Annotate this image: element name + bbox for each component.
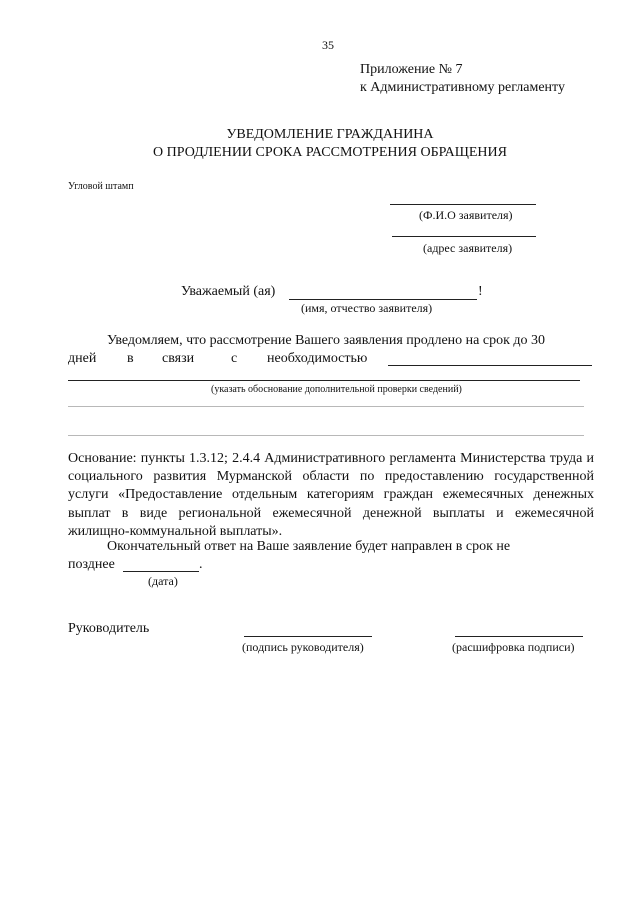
- reason-extra-line-1: [68, 406, 584, 407]
- notice-word-connection: связи: [162, 351, 195, 366]
- appendix-reference: к Административному регламенту: [360, 80, 565, 95]
- final-date-line: [123, 571, 199, 572]
- salutation-prefix: Уважаемый (ая): [181, 284, 276, 299]
- page-number: 35: [322, 38, 334, 52]
- necessity-field-line: [388, 365, 592, 366]
- appendix-number: Приложение № 7: [360, 62, 463, 77]
- notice-word-in: в: [127, 351, 134, 366]
- final-answer-line1: Окончательный ответ на Ваше заявление будет направлен в срок не: [107, 539, 511, 554]
- final-date-caption: (дата): [148, 574, 178, 588]
- reason-caption: (указать обоснование дополнительной проверки сведений): [211, 384, 462, 395]
- signature-decode-line: [455, 636, 583, 637]
- signature-decode-caption: (расшифровка подписи): [452, 640, 575, 654]
- final-answer-prefix: позднее: [68, 557, 115, 572]
- salutation-caption: (имя, отчество заявителя): [301, 301, 433, 315]
- notice-word-days: дней: [68, 351, 97, 366]
- reason-extra-line-2: [68, 435, 584, 436]
- basis-paragraph: Основание: пункты 1.3.12; 2.4.4 Административного регламента Министерства труда и социального развития Мурманской области по предоставлению государственной услуги «Предоставление отдельным категориям граждан ежемесячных денежных выплат в виде региональной ежемесячной денежной выплаты и ежемесячной жилищно-коммунальной выплаты».: [68, 451, 594, 539]
- final-answer-suffix: .: [199, 557, 203, 572]
- notice-word-with: с: [231, 351, 238, 366]
- document-title-line1: УВЕДОМЛЕНИЕ ГРАЖДАНИНА: [226, 127, 434, 142]
- notice-word-necessity: необходимостью: [267, 351, 368, 366]
- applicant-name-line: [390, 204, 536, 205]
- signature-role: Руководитель: [68, 621, 150, 636]
- reason-field-line: [68, 380, 580, 381]
- notice-line1: Уведомляем, что рассмотрение Вашего заявления продлено на срок до 30: [107, 333, 546, 348]
- salutation-name-line: [289, 299, 477, 300]
- document-title-line2: О ПРОДЛЕНИИ СРОКА РАССМОТРЕНИЯ ОБРАЩЕНИЯ: [153, 145, 507, 160]
- applicant-address-caption: (адрес заявителя): [423, 241, 513, 255]
- signature-caption: (подпись руководителя): [242, 640, 364, 654]
- applicant-name-caption: (Ф.И.О заявителя): [419, 208, 513, 222]
- signature-line: [244, 636, 372, 637]
- applicant-address-line: [392, 236, 536, 237]
- salutation-suffix: !: [478, 284, 483, 299]
- corner-stamp-label: Угловой штамп: [68, 181, 134, 192]
